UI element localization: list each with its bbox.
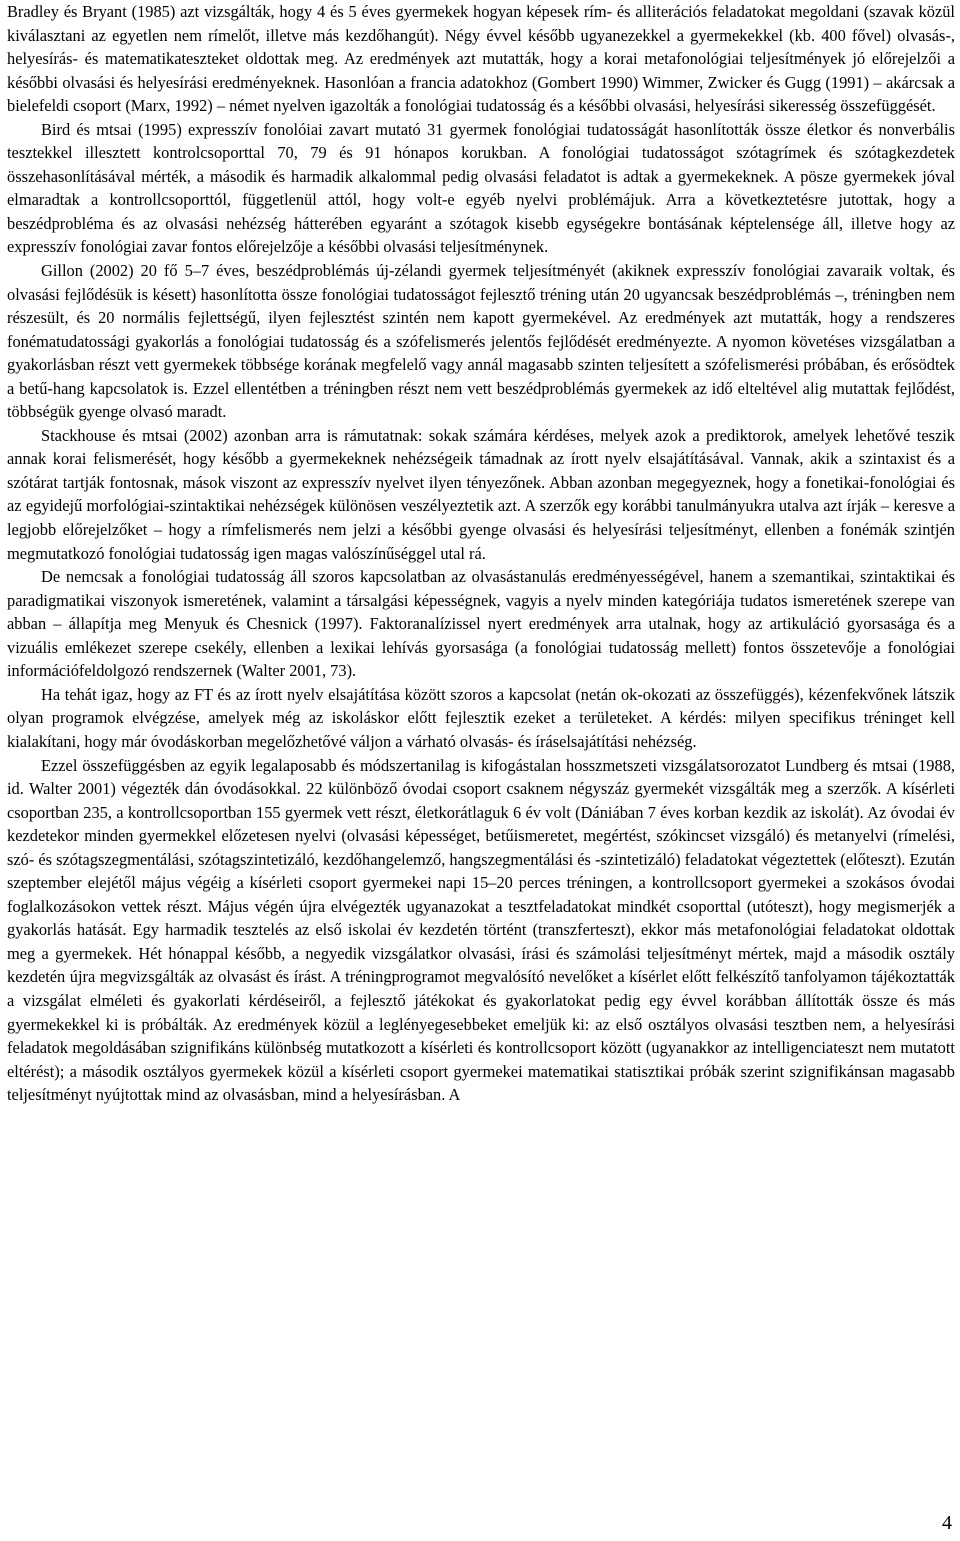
paragraph-bradley-bryant: Bradley és Bryant (1985) azt vizsgálták, hogy 4 és 5 éves gyermekek hogyan képesek rím- és alliterációs feladatokat megoldani (szavak közül kiválasztani az egyetlen nem rímelőt, illetve más kezdőhangút). Négy évvel később ugyanezekkel a gyermekekkel (kb. 400 fővel) olvasás-, helyesírás- és matematikateszteket oldottak meg. Az eredmények azt mutatták, hogy a korai metafonológiai teljesítmények jó előrejelzői a későbbi olvasási és helyesírási eredményeknek. Hasonlóan a francia adatokhoz (Gombert 1990) Wimmer, Zwicker és Gugg (1991) – akárcsak a bielefeldi csoport (Marx, 1992) – német nyelven igazolták a fonológiai tudatosság és a későbbi olvasási, helyesírási sikeresség összefüggését. (7, 2, 955, 116)
document-body (7, 0, 955, 1107)
paragraph-bird: Bird és mtsai (1995) expresszív fonolóiai zavart mutató 31 gyermek fonológiai tudatosságát hasonlították össze életkor és nonverbális tesztekkel illesztett kontrolcsoporttal 70, 79 és 91 hónapos korukban. A fonológiai tudatosságot szótagrímek és szótagkezdetek összehasonlításával mérték, a második és harmadik alkalommal pedig olvasási feladatot is adtak a gyermekeknek. A pösze gyermekek jóval elmaradtak a kontrollcsoporttól, függetlenül attól, hogy volt-e egyéb nyelvi problémájuk. Arra a következtetésre jutottak, hogy a beszédprobléma és az olvasási nehézség hátterében egyaránt a szótagok kisebb egységekre bontásának képtelensége áll, illetve hogy az expresszív fonológiai zavar fontos előrejelzője a későbbi olvasási teljesítménynek. (7, 119, 955, 257)
page-number: 4 (942, 1512, 952, 1534)
paragraph-gillon: Gillon (2002) 20 fő 5–7 éves, beszédproblémás új-zélandi gyermek teljesítményét (akiknek expresszív fonológiai zavaraik voltak, és olvasási fejlődésük is késett) hasonlította össze fonológiai tudatosságot fejlesztő tréning után 20 ugyancsak beszédproblémás –, tréningben nem részesült, és 20 normális fejlettségű, ilyen fejlesztést szintén nem kapott gyermekével. Az eredmények azt mutatták, hogy a rendszeres fonématudatossági gyakorlás a fonológiai tudatosság és a szófelismerés jelentős fejlődését eredményezte. A nyomon követéses vizsgálatban a gyakorlásban részt vett gyermekek többsége korának megfelelő vagy annál magasabb szinten teljesített a szófelismerési próbában, és erősödtek a betű-hang kapcsolatok is. Ezzel ellentétben a tréningben részt nem vett beszédproblémás gyermekek az idő elteltével alig mutattak fejlődést, többségük gyenge olvasó maradt. (7, 261, 955, 422)
paragraph-menyuk-chesnick: De nemcsak a fonológiai tudatosság áll szoros kapcsolatban az olvasástanulás eredményességével, hanem a szemantikai, szintaktikai és paradigmatikai viszonyok ismeretének, valamint a társalgási képességnek, vagyis a nyelv minden kategóriája tudatos ismeretének szerepe van abban – állapítja meg Menyuk és Chesnick (1997). Faktoranalízissel nyert eredmények arra utalnak, hogy az artikuláció gyorsasága és a vizuális emlékezet szerepe csekély, ellenben a lexikai lehívás gyorsasága (a fonológiai tudatosság mellett) fontos összetevője a fonológiai információfeldolgozó rendszernek (Walter 2001, 73). (7, 567, 955, 681)
paragraph-stackhouse: Stackhouse és mtsai (2002) azonban arra is rámutatnak: sokak számára kérdéses, melyek azok a prediktorok, amelyek lehetővé teszik annak korai felismerését, hogy később a gyermekeknek nehézségeik támadnak az írott nyelv elsajátításával. Vannak, akik a szintaxist és a szótárat tartják fontosnak, mások viszont az expresszív nyelvet ilyen tényezőnek. Abban azonban megegyeznek, hogy a fonetikai-fonológiai és az egyidejű morfológiai-szintaktikai nehézségek különösen veszélyeztetik azt. A szerzők egy korábbi tanulmányukra utalva azt írják – keresve a legjobb előrejelzőket – hogy a rímfelismerés nem jelzi a későbbi gyenge olvasási és helyesírási teljesítményt, ellenben a fonémák szintjén megmutatkozó fonológiai tudatosság igen magas valószínűséggel utal rá. (7, 425, 955, 563)
paragraph-ft-question: Ha tehát igaz, hogy az FT és az írott nyelv elsajátítása között szoros a kapcsolat (netán ok-okozati az összefüggés), kézenfekvőnek látszik olyan programok elvégzése, amelyek még az iskoláskor előtt fejlesztik ezeket a területeket. A kérdés: milyen specifikus tréninget kell kialakítani, hogy már óvodáskorban megelőzhetővé váljon a várható olvasás- és íráselsajátítási nehézség. (7, 684, 955, 751)
paragraph-lundberg: Ezzel összefüggésben az egyik legalaposabb és módszertanilag is kifogástalan hosszmetszeti vizsgálatsorozatot Lundberg és mtsai (1988, id. Walter 2001) végezték dán óvodásokkal. 22 különböző óvodai csoport csaknem négyszáz gyermekét vizsgálták meg a szerzők. A kísérleti csoportban 235, a kontrollcsoportban 155 gyermek vett részt, életkorátlaguk 6 év volt (Dániában 7 éves korban kezdik az iskolát). Az óvodai év kezdetekor minden gyermekkel előzetesen nyelvi (olvasási képességet, betűismeretet, megértést, szókincset vizsgáló) és metanyelvi (rímelési, szó- és szótagszegmentálási, szótagszintetizáló, kezdőhangelemző, hangszegmentálási és -szintetizáló) feladatokat végeztettek (előteszt). Ezután szeptember elejétől május végéig a kísérleti csoport gyermekei napi 15–20 perces tréningen, a kontrollcsoport gyermekei a szokásos óvodai foglalkozásokon vettek részt. Május végén újra elvégezték ugyanazokat a tesztfeladatokat mindkét csoporttal (utóteszt), hogy megismerjék a gyakorlás hatását. Egy harmadik tesztelés az első iskolai év kezdetén történt (transzferteszt), ekkor más metafonológiai feladatokat oldottak meg a gyermekek. Hét hónappal később, a negyedik vizsgálatkor olvasási, írási és számolási teljesítményt mértek, majd a második osztály kezdetén újra megvizsgálták az olvasást és írást. A tréningprogramot megvalósító nevelőket a kísérlet előtt felkészítő tanfolyamon tájékoztatták a vizsgálat elméleti és gyakorlati kérdéseiről, a fejlesztő játékokat és gyakorlatokat pedig egy évvel korábban állították össze és más gyermekekkel ki is próbálták. Az eredmények közül a leglényegesebbeket emeljük ki: az első osztályos olvasási tesztben nem, a helyesírási feladatok megoldásában szignifikáns különbség mutatkozott a kísérleti és kontrollcsoport között (ugyanakkor az intelligenciateszt nem mutatott eltérést); a második osztályos gyermekek közül a kísérleti csoport gyermekei matematikai statisztikai próbák szerint szignifikánsan magasabb teljesítményt nyújtottak mind az olvasásban, mind a helyesírásban. A (7, 755, 955, 1105)
